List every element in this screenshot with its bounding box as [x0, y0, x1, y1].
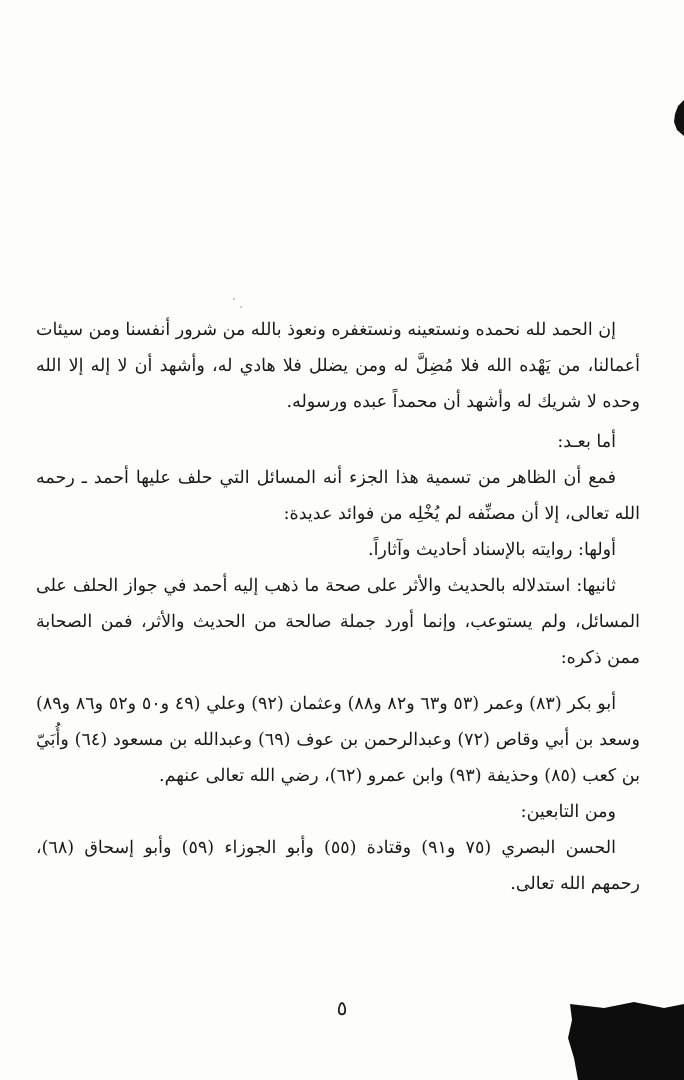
- paragraph-first-benefit: أولها: روايته بالإسناد أحاديث وآثاراً.: [368, 540, 616, 560]
- paragraph-companions: أبو بكر (٨٣) وعمر (٥٣ و٦٣ و٨٢ و٨٨) وعثمان (٩٢) وعلي (٤٩ و٥٠ و٥٢ و٨٦ و٨٩) وسعد بن أبي وقاص (٧٢) وعبدالرحمن بن عوف (٦٩) وعبدالله بن مسعود (٦٤) وأُبَيّ بن كعب (٨٥) وحذيفة (٩٣) وابن عمرو (٦٢)، رضي الله تعالى عنهم.: [36, 694, 640, 786]
- paragraph-amma-bad: أما بعـد:: [557, 432, 616, 452]
- paragraph-tabieen: الحسن البصري (٧٥ و٩١) وقتادة (٥٥) وأبو الجوزاء (٥٩) وأبو إسحاق (٦٨)، رحمهم الله تعالى.: [36, 838, 640, 894]
- paragraph-tabieen-heading: ومن التابعين:: [520, 802, 616, 822]
- paragraph-intro: فمع أن الظاهر من تسمية هذا الجزء أنه المسائل التي حلف عليها أحمد ـ رحمه الله تعالى، إلا أن مصنِّفه لم يُخْلِه من فوائد عديدة:: [36, 468, 640, 524]
- paragraph-opening: إن الحمد لله نحمده ونستعينه ونستغفره ونعوذ بالله من شرور أنفسنا ومن سيئات أعمالنا، من يَهْده الله فلا مُضِلَّ له ومن يضلل فلا هادي له، وأشهد أن لا إله إلا الله وحده لا شريك له وأشهد أن محمداً عبده ورسوله.: [36, 320, 640, 412]
- scan-mark-corner: [564, 998, 684, 1080]
- page-number: ٥: [336, 996, 348, 1020]
- scan-speck: [240, 306, 242, 308]
- body-text: [36, 312, 640, 902]
- scan-mark-edge: [674, 100, 684, 136]
- paragraph-second-benefit: ثانيها: استدلاله بالحديث والأثر على صحة ما ذهب إليه أحمد في جواز الحلف على المسائل، ولم يستوعب، وإنما أورد جملة صالحة من الحديث والأثر، فمن الصحابة ممن ذكره:: [36, 576, 640, 668]
- scan-speck: [233, 298, 235, 300]
